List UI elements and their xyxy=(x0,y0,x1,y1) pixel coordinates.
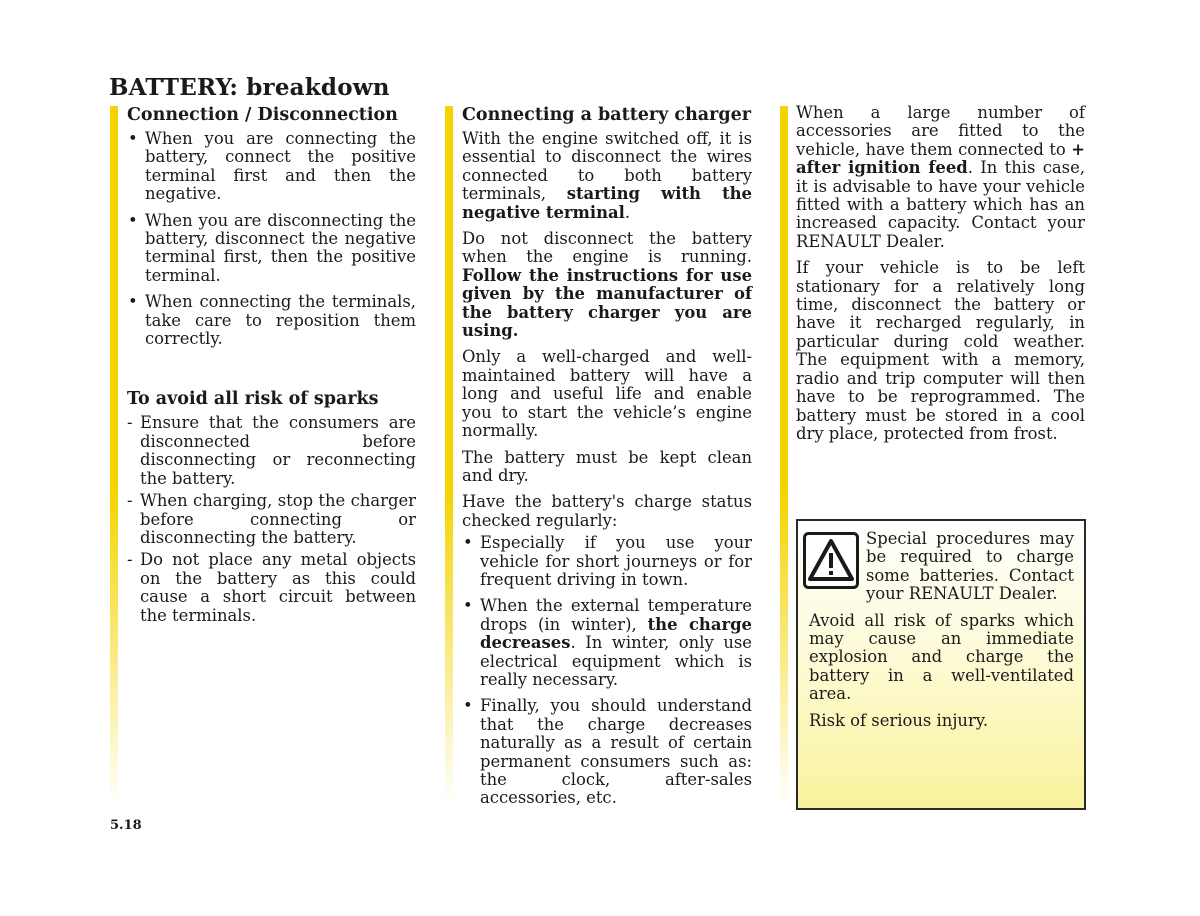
list-item: - Do not place any metal objects on the battery as this could cause a short circuit between the terminals. xyxy=(127,551,416,625)
column-accent-bar-2 xyxy=(445,106,453,806)
warning-text-special-procedures: Special procedures may be required to charge some batteries. Contact your RENAULT Dealer. xyxy=(866,529,1074,604)
charge-bullet-list xyxy=(462,534,752,808)
paragraph-charge-status: Have the battery's charge status checked regularly: xyxy=(462,492,752,530)
section-heading-charger: Connecting a battery charger xyxy=(462,105,751,125)
paragraph-stationary: If your vehicle is to be left stationary for a relatively long time, disconnect the battery or have it recharged regularly, in particular during cold weather. The equipment with a memory, radio and trip computer will then have to be reprogrammed. The battery must be stored in a cool dry place, protected from frost. xyxy=(796,258,1085,443)
warning-header xyxy=(809,530,1074,604)
sparks-dash-list xyxy=(127,414,416,624)
list-item: - Ensure that the consumers are disconnected before disconnecting or reconnecting the battery. xyxy=(127,414,416,488)
connection-bullet-list xyxy=(127,130,416,348)
column-charger xyxy=(462,104,752,816)
section-heading-connection: Connection / Disconnection xyxy=(127,105,398,125)
list-item: • When you are connecting the battery, connect the positive terminal first and then the negative. xyxy=(127,130,416,204)
paragraph-accessories: When a large number of accessories are fitted to the vehicle, have them connected to + after ignition feed. In this case, it is advisable to have your vehicle fitted with a battery which has an increased capacity. Contact your RENAULT Dealer. xyxy=(796,103,1085,251)
section-heading-sparks: To avoid all risk of sparks xyxy=(127,389,379,410)
warning-text-sparks: Avoid all risk of sparks which may cause an immediate explosion and charge the battery in a well-ventilated area. xyxy=(809,610,1074,704)
paragraph-well-charged: Only a well-charged and well-maintained battery will have a long and useful life and enable you to start the vehicle’s engine normally. xyxy=(462,347,752,441)
list-item: - When charging, stop the charger before connecting or disconnecting the battery. xyxy=(127,492,416,547)
list-item: • When you are disconnecting the battery, disconnect the negative terminal first, then the positive terminal. xyxy=(127,212,416,286)
paragraph-clean-dry: The battery must be kept clean and dry. xyxy=(462,447,752,485)
list-item: • Finally, you should understand that the charge decreases naturally as a result of certain permanent consumers such as: the clock, after-sales accessories, etc. xyxy=(462,697,752,807)
paragraph-disconnect-wires: With the engine switched off, it is essential to disconnect the wires connected to both battery terminals, starting with the negative terminal. xyxy=(462,129,752,222)
list-item: • Especially if you use your vehicle for short journeys or for frequent driving in town. xyxy=(462,534,752,589)
warning-text-injury: Risk of serious injury. xyxy=(809,710,989,730)
column-connection xyxy=(127,104,416,629)
column-accessories xyxy=(796,104,1085,451)
list-item: • When the external temperature drops (in winter), the charge decreases. In winter, only use electrical equipment which is really necessary. xyxy=(462,597,752,689)
paragraph-engine-running: Do not disconnect the battery when the engine is running. Follow the instructions for use given by the manufacturer of the battery charger you are using. xyxy=(462,229,752,341)
column-accent-bar-3 xyxy=(780,106,788,806)
page-title: BATTERY: breakdown xyxy=(109,74,390,101)
column-accent-bar-1 xyxy=(110,106,118,806)
page-number: 5.18 xyxy=(110,818,142,833)
warning-triangle-icon xyxy=(803,532,859,589)
list-item: • When connecting the terminals, take care to reposition them correctly. xyxy=(127,293,416,348)
warning-box xyxy=(796,519,1086,810)
